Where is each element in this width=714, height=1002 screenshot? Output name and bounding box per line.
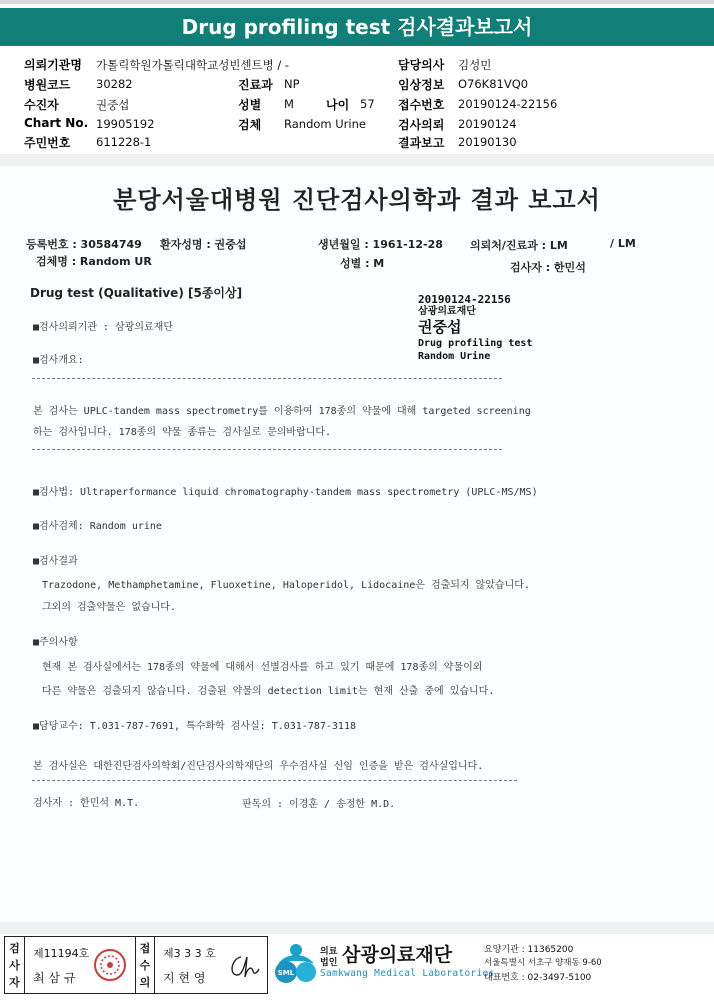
footer-divider [0,922,714,934]
attending-value: 김성민 [458,58,492,72]
caution-line-2: 다른 약물은 검출되지 않습니다. 검출된 약물의 detection limit는 현재 산출 중에 있습니다. [42,686,495,697]
org-phone: 대표번호 : 02-3497-5100 [484,973,592,983]
handwritten-signature-icon [227,951,261,981]
signature-box [4,936,268,994]
dashed-rule [32,378,502,379]
result-line-1: Trazodone, Methamphetamine, Fluoxetine, Haloperidol, Lidocaine은 검출되지 않았습니다. [42,580,530,591]
sml-logo-icon [272,940,318,986]
overview-line-2: 하는 검사입니다. 178종의 약물 종류는 검사실로 문의바랍니다. [33,427,332,438]
clinical-info-label: 임상정보 [398,78,445,92]
attending-label: 담당의사 [398,58,445,72]
specimen-line: ■검사검체: Random urine [33,521,162,532]
report-sex: 성별 : M [340,257,385,270]
dashed-rule [32,449,502,450]
receipt-no-value: 20190124-22156 [458,97,558,111]
sex-value: M [284,97,294,111]
report-title: 분당서울대병원 진단검사의학과 결과 보고서 [113,186,601,214]
hospital-code-label: 병원코드 [24,78,71,92]
specimen-name: 검체명 : Random UR [36,255,152,268]
examiner-license-no: 제11194호 [33,947,90,960]
org-name: 삼광의료재단 [342,944,453,966]
reviewer-license-no: 제3 3 3 호 [163,947,216,960]
reviewer-column-label: 접 수 의 [135,937,155,993]
request-date-value: 20190124 [458,117,517,131]
sml-badge: SML [277,969,295,977]
specimen-label: 검체 [238,118,262,132]
org-english-name: Samkwang Medical Laboratories [320,968,495,979]
method-line: ■검사법: Ultraperformance liquid chromatography-tandem mass spectrometry (UPLC-MS/MS) [33,487,538,498]
org-prefix-1: 의료 [320,947,338,957]
department-label: 진료과 [238,78,273,92]
report-examiner: 검사자 : 한민석 [510,261,586,274]
stamp-receipt-no: 20190124-22156 [418,293,511,306]
receipt-no-label: 접수번호 [398,98,445,112]
patient-label: 수진자 [24,98,59,112]
hospital-code-value: 30282 [96,77,133,91]
request-date-label: 검사의뢰 [398,118,445,132]
scanned-report [0,166,714,922]
report-date-label: 결과보고 [398,136,445,150]
report-patient-name: 환자성명 : 권중섭 [160,238,247,251]
birth-date: 생년월일 : 1961-12-28 [318,238,443,251]
stamp-test: Drug profiling test [418,338,533,349]
dashed-rule [32,780,517,781]
examiner-signature: 검사자 : 한민석 M.T. [33,798,140,809]
caution-line-1: 현재 본 검사실에서는 178종의 약물에 대해서 선별검사를 하고 있기 때문에 178종의 약물이외 [42,662,483,673]
examiner-name: 최 삼 규 [33,971,76,985]
org-address: 서울특별시 서초구 양재동 9-60 [484,958,602,968]
contact-line: ■담당교수: T.031-787-7691, 특수화학 검사실: T.031-787-3118 [33,721,356,732]
overview-heading: ■검사개요: [33,355,84,366]
specimen-value: Random Urine [284,117,366,131]
patient-value: 권중섭 [96,98,130,112]
clinical-info-value: O76K81VQ0 [458,77,529,91]
result-line-2: 그외의 검출약물은 없습니다. [42,602,176,613]
age-label: 나이 [326,98,350,112]
org-prefix-2: 법인 [320,958,338,968]
reviewer-signature: 판독의 : 이경훈 / 송정한 M.D. [242,799,396,810]
stamp-name: 권중섭 [418,318,462,336]
report-date-value: 20190130 [458,135,517,149]
top-border [0,0,714,4]
result-heading: ■검사결과 [33,556,78,567]
sex-label: 성별 [238,98,262,112]
certification-line: 본 검사실은 대한진단검사의학회/진단검사의학재단의 우수검사실 신임 인증을 받은 검사실입니다. [33,761,484,772]
requester-department: 의뢰처/진료과 : LM [470,239,568,252]
registration-number: 등록번호 : 30584749 [26,238,142,251]
requester-department-2: / LM [610,237,636,250]
banner-title: Drug profiling test 검사결과보고서 [0,8,714,46]
stamp-specimen: Random Urine [418,351,491,362]
chart-no-value: 19905192 [96,117,155,131]
stamp-org: 삼광의료재단 [418,306,476,317]
examiner-column-label: 검 사 자 [5,937,25,993]
overview-line-1: 본 검사는 UPLC-tandem mass spectrometry를 이용하여 178종의 약물에 대해 targeted screening [33,406,531,417]
age-value: 57 [360,97,375,111]
chart-no-label: Chart No. [24,116,89,130]
id-number-value: 611228-1 [96,135,152,149]
examiner-seal-icon [93,947,127,983]
section-divider [0,154,714,166]
department-value: NP [284,77,300,91]
institution-label: 의뢰기관명 [24,58,82,72]
institution-code: 요양기관 : 11365200 [484,945,574,955]
lab-org: ■검사의뢰기관 : 삼광의료재단 [33,322,174,333]
institution-value: 가톨릭학원가톨릭대학교성빈센트병 / - [96,58,290,72]
test-title: Drug test (Qualitative) [5종이상] [30,286,243,300]
id-number-label: 주민번호 [24,136,71,150]
reviewer-name: 지 현 영 [163,971,206,985]
caution-heading: ■주의사항 [33,637,78,648]
